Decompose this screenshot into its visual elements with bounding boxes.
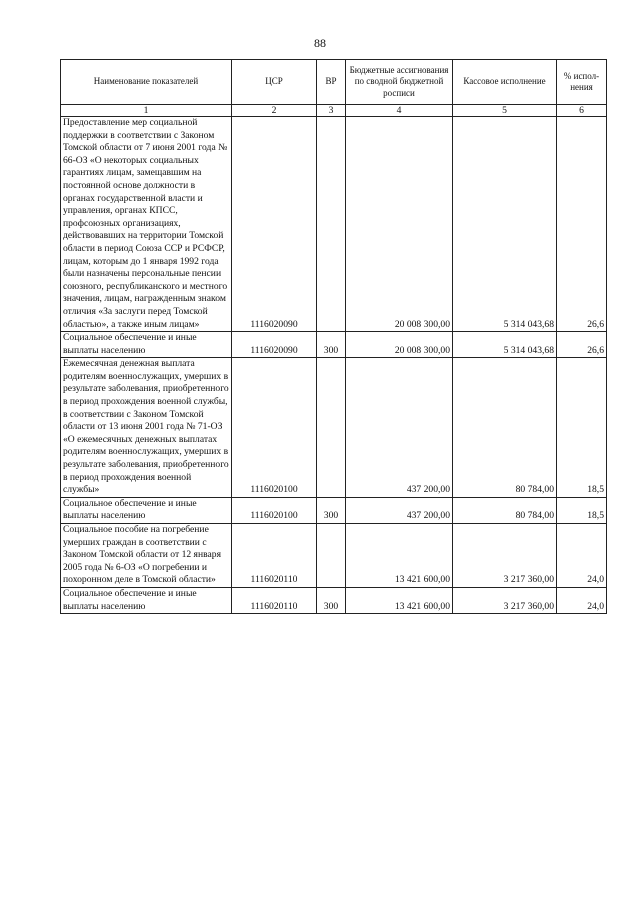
row-assigned-amount: 13 421 600,00	[346, 587, 453, 613]
row-assigned-amount: 20 008 300,00	[346, 117, 453, 332]
row-execution-percent: 18,5	[557, 497, 607, 523]
column-number-row	[61, 105, 607, 117]
header-csr: ЦСР	[232, 60, 317, 105]
header-vr: ВР	[317, 60, 346, 105]
row-assigned-amount: 20 008 300,00	[346, 332, 453, 358]
row-execution-percent: 26,6	[557, 117, 607, 332]
row-executed-amount: 5 314 043,68	[453, 332, 557, 358]
row-vr: 300	[317, 497, 346, 523]
page-number: 88	[314, 36, 326, 50]
row-execution-percent: 18,5	[557, 358, 607, 498]
column-number: 3	[317, 105, 346, 117]
table-row	[61, 332, 607, 358]
row-vr: 300	[317, 587, 346, 613]
row-vr	[317, 117, 346, 332]
column-number: 6	[557, 105, 607, 117]
column-number: 1	[61, 105, 232, 117]
row-executed-amount: 80 784,00	[453, 358, 557, 498]
row-indicator-name: Социальное обеспечение и иные выплаты населению	[61, 587, 232, 613]
row-indicator-name: Социальное обеспечение и иные выплаты населению	[61, 332, 232, 358]
column-number: 2	[232, 105, 317, 117]
row-csr: 1116020100	[232, 497, 317, 523]
row-csr: 1116020110	[232, 524, 317, 588]
header-budget-assignments: Бюджетные ассигнования по сводной бюджетной росписи	[346, 60, 453, 105]
row-executed-amount: 80 784,00	[453, 497, 557, 523]
row-vr	[317, 358, 346, 498]
row-csr: 1116020090	[232, 332, 317, 358]
header-execution-percent: % испол-нения	[557, 60, 607, 105]
column-number: 5	[453, 105, 557, 117]
header-indicator-name: Наименование показателей	[61, 60, 232, 105]
row-executed-amount: 3 217 360,00	[453, 524, 557, 588]
row-indicator-name: Ежемесячная денежная выплата родителям военнослужащих, умерших в результате заболевания, приобретенного в период прохождения военной службы, в соответствии с Законом Томской области от 13 июня 2001 года № 71-ОЗ «О ежемесячных денежных выплатах родителям военнослужащих, умерших в результате заболевания, приобретенного в период прохождения военной службы»	[61, 358, 232, 498]
row-assigned-amount: 437 200,00	[346, 497, 453, 523]
row-vr	[317, 524, 346, 588]
row-execution-percent: 26,6	[557, 332, 607, 358]
row-execution-percent: 24,0	[557, 524, 607, 588]
table-row	[61, 524, 607, 588]
row-assigned-amount: 437 200,00	[346, 358, 453, 498]
row-assigned-amount: 13 421 600,00	[346, 524, 453, 588]
row-execution-percent: 24,0	[557, 587, 607, 613]
table-header-row	[61, 60, 607, 105]
table-row	[61, 358, 607, 498]
row-vr: 300	[317, 332, 346, 358]
table-row	[61, 497, 607, 523]
header-cash-execution: Кассовое исполнение	[453, 60, 557, 105]
row-csr: 1116020090	[232, 117, 317, 332]
row-csr: 1116020110	[232, 587, 317, 613]
table-row	[61, 587, 607, 613]
row-csr: 1116020100	[232, 358, 317, 498]
row-executed-amount: 3 217 360,00	[453, 587, 557, 613]
row-indicator-name: Социальное пособие на погребение умерших граждан в соответствии с Законом Томской области от 12 января 2005 года № 6-ОЗ «О погребении и похоронном деле в Томской области»	[61, 524, 232, 588]
row-indicator-name: Социальное обеспечение и иные выплаты населению	[61, 497, 232, 523]
column-number: 4	[346, 105, 453, 117]
row-indicator-name: Предоставление мер социальной поддержки в соответствии с Законом Томской области от 7 июня 2001 года № 66-ОЗ «О некоторых социальных гарантиях лицам, замещавшим на постоянной основе должности в органах государственной власти и управления, органах КПСС, профсоюзных организациях, действовавших на территории Томской области в период Союза ССР и РСФСР, лицам, которым до 1 января 1992 года были назначены персональные пенсии союзного, республиканского и местного значения, лицам, награжденным знаком отличия «За заслуги перед Томской областью», а также иным лицам»	[61, 117, 232, 332]
row-executed-amount: 5 314 043,68	[453, 117, 557, 332]
table-row	[61, 117, 607, 332]
budget-execution-table	[60, 59, 607, 614]
